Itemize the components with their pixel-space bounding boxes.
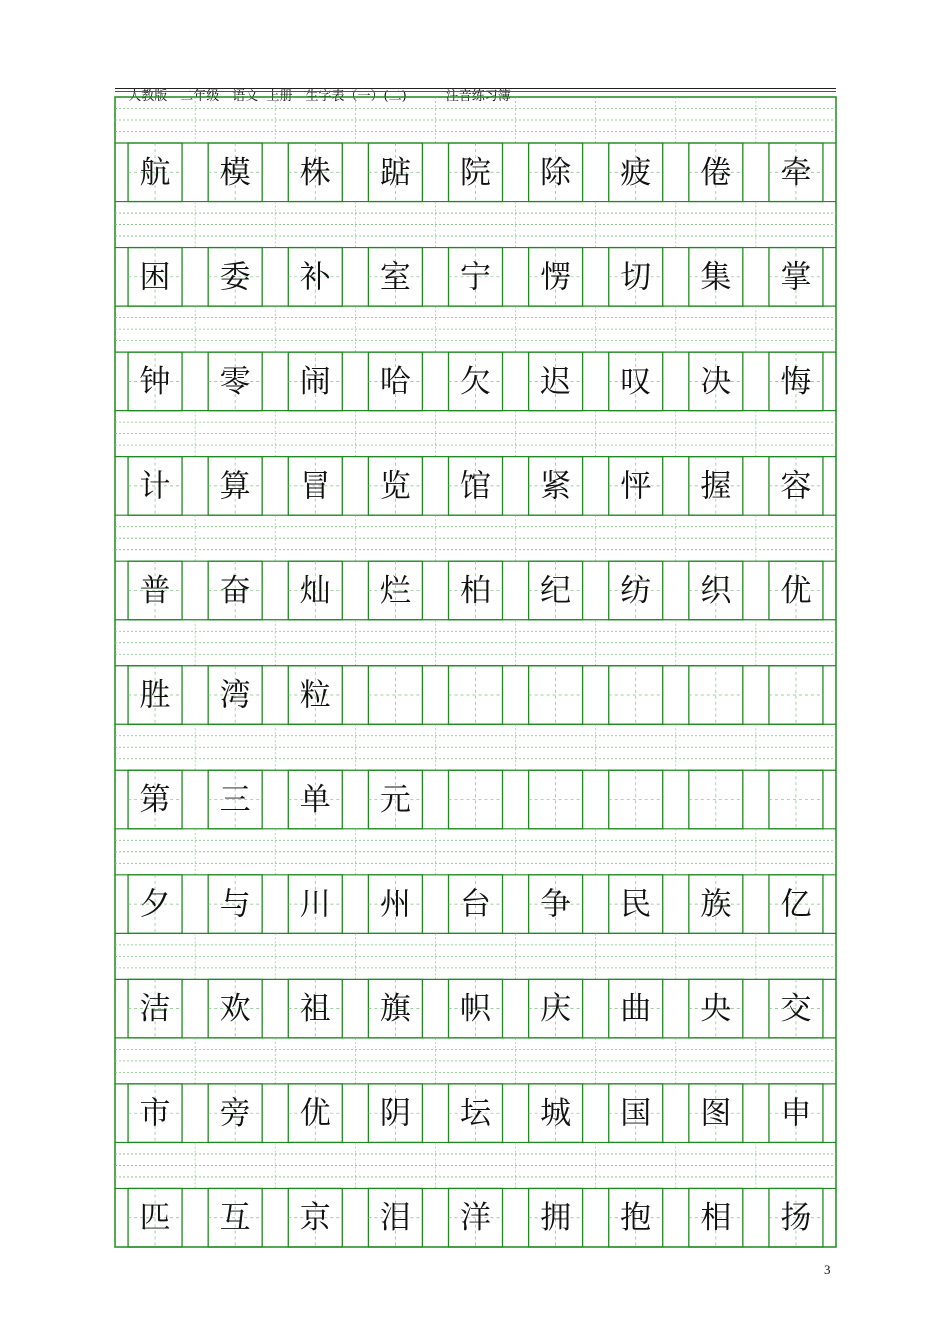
character-glyph: 宁	[460, 259, 491, 296]
character-glyph: 算	[219, 468, 251, 505]
character-glyph: 优	[299, 1095, 331, 1132]
character-glyph: 容	[780, 468, 812, 505]
character-glyph: 欢	[219, 991, 251, 1028]
character-glyph: 闹	[299, 363, 331, 400]
character-glyph: 切	[620, 259, 652, 296]
character-glyph: 冒	[299, 468, 331, 505]
character-glyph: 拥	[540, 1200, 572, 1237]
character-glyph: 元	[379, 782, 411, 819]
character-glyph: 柏	[460, 572, 491, 609]
character-glyph: 旗	[379, 991, 411, 1028]
character-glyph: 株	[299, 154, 331, 191]
character-glyph: 叹	[620, 363, 652, 400]
character-glyph: 紧	[540, 468, 572, 505]
character-glyph: 洁	[139, 991, 171, 1028]
character-glyph: 央	[700, 991, 732, 1028]
character-glyph: 织	[700, 572, 732, 609]
page-number: 3	[824, 1262, 831, 1277]
character-glyph: 城	[540, 1095, 572, 1132]
character-glyph: 曲	[620, 991, 652, 1028]
character-glyph: 交	[780, 991, 812, 1028]
character-glyph: 航	[139, 154, 171, 191]
character-glyph: 匹	[139, 1200, 171, 1237]
character-glyph: 坛	[460, 1095, 491, 1132]
character-glyph: 优	[780, 572, 812, 609]
character-glyph: 市	[139, 1095, 171, 1132]
character-glyph: 计	[139, 468, 171, 505]
character-glyph: 阴	[379, 1095, 411, 1132]
character-glyph: 普	[139, 572, 171, 609]
character-glyph: 悔	[780, 363, 812, 400]
character-glyph: 哈	[379, 363, 411, 400]
character-glyph: 烂	[379, 572, 411, 609]
character-glyph: 争	[540, 886, 572, 923]
character-glyph: 集	[700, 259, 732, 296]
character-glyph: 国	[620, 1095, 652, 1132]
character-glyph: 困	[139, 259, 171, 296]
character-glyph: 疲	[620, 154, 652, 191]
character-glyph: 踮	[379, 154, 411, 191]
character-glyph: 迟	[540, 363, 572, 400]
character-glyph: 祖	[299, 991, 331, 1028]
character-glyph: 馆	[460, 468, 491, 505]
character-glyph: 胜	[139, 677, 171, 714]
character-glyph: 愣	[540, 259, 572, 296]
character-glyph: 京	[299, 1200, 331, 1237]
character-glyph: 洋	[460, 1200, 491, 1237]
character-glyph: 湾	[219, 677, 251, 714]
character-glyph: 三	[219, 782, 251, 819]
character-glyph: 握	[700, 468, 732, 505]
character-glyph: 抱	[620, 1200, 652, 1237]
character-glyph: 互	[219, 1200, 251, 1237]
character-glyph: 川	[299, 886, 331, 923]
header-left-text: 人教版 二年级 语文 上册 生字表（一）(二)	[128, 89, 407, 104]
character-glyph: 泪	[379, 1200, 411, 1237]
character-glyph: 台	[460, 886, 491, 923]
character-glyph: 除	[540, 154, 572, 191]
character-glyph: 牵	[780, 154, 812, 191]
character-glyph: 委	[219, 259, 251, 296]
character-glyph: 掌	[780, 259, 812, 296]
character-glyph: 室	[379, 259, 411, 296]
character-glyph: 纺	[620, 572, 652, 609]
character-glyph: 倦	[700, 154, 732, 191]
character-glyph: 零	[219, 363, 251, 400]
character-glyph: 决	[700, 363, 732, 400]
character-glyph: 申	[780, 1095, 812, 1132]
character-glyph: 单	[299, 782, 331, 819]
character-glyph: 粒	[299, 677, 331, 714]
character-glyph: 览	[379, 468, 411, 505]
character-glyph: 帜	[460, 991, 491, 1028]
character-glyph: 纪	[540, 572, 572, 609]
character-glyph: 与	[219, 886, 251, 923]
character-glyph: 院	[460, 154, 491, 191]
character-glyph: 夕	[139, 886, 171, 923]
character-glyph: 庆	[540, 991, 572, 1028]
character-glyph: 图	[700, 1095, 732, 1132]
character-glyph: 扬	[780, 1200, 812, 1237]
character-glyph: 欠	[460, 363, 491, 400]
character-glyph: 族	[700, 886, 732, 923]
character-glyph: 补	[299, 259, 331, 296]
character-glyph: 相	[700, 1200, 732, 1237]
character-glyph: 民	[620, 886, 652, 923]
character-glyph: 奋	[219, 572, 251, 609]
character-glyph: 灿	[299, 572, 331, 609]
character-glyph: 钟	[139, 363, 171, 400]
character-glyph: 第	[139, 782, 171, 819]
character-glyph: 旁	[219, 1095, 251, 1132]
character-glyph: 怦	[620, 468, 652, 505]
character-glyph: 模	[219, 154, 251, 191]
character-glyph: 州	[379, 886, 411, 923]
header-right-text: 注音练习簿	[445, 89, 511, 104]
character-glyph: 亿	[780, 886, 812, 923]
